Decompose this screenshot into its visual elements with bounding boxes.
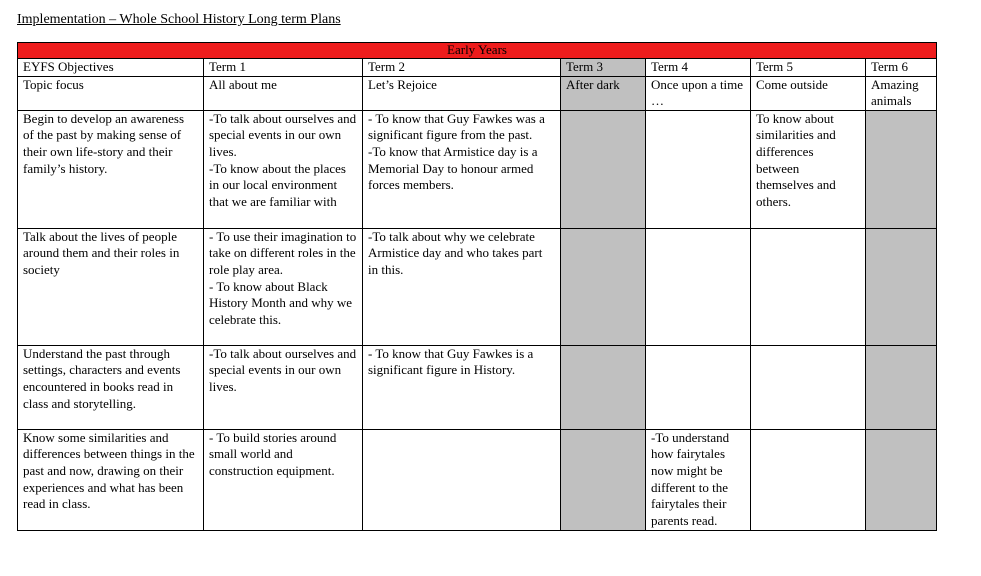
objective-cell: Talk about the lives of people around them and their roles in society: [18, 228, 204, 345]
term-3-cell: [561, 345, 646, 429]
topic-row: [18, 76, 937, 110]
objective-cell: Begin to develop an awareness of the past by making sense of their own life-story and their family’s history.: [18, 110, 204, 228]
term-5-cell: [751, 429, 866, 530]
table-row: [18, 345, 937, 429]
term-4-cell: -To understand how fairytales now might be different to the fairytales their parents read.: [646, 429, 751, 530]
topic-term-5: Come outside: [751, 76, 866, 110]
term-3-cell: [561, 110, 646, 228]
term-6-cell: [866, 429, 937, 530]
banner-row: [18, 43, 937, 59]
term-6-cell: [866, 345, 937, 429]
topic-term-4: Once upon a time …: [646, 76, 751, 110]
term-2-cell: - To know that Guy Fawkes was a significant figure from the past. -To know that Armistice day is a Memorial Day to honour armed forces members.: [363, 110, 561, 228]
term-3-cell: [561, 429, 646, 530]
term-1-cell: - To use their imagination to take on different roles in the role play area. - To know about Black History Month and why we celebrate this.: [204, 228, 363, 345]
term-2-header: Term 2: [363, 59, 561, 77]
topic-term-1: All about me: [204, 76, 363, 110]
term-5-cell: [751, 228, 866, 345]
term-4-header: Term 4: [646, 59, 751, 77]
term-1-cell: -To talk about ourselves and special events in our own lives. -To know about the places in our local environment that we are familiar with: [204, 110, 363, 228]
term-4-cell: [646, 110, 751, 228]
objective-cell: Know some similarities and differences between things in the past and now, drawing on their experiences and what has been read in class.: [18, 429, 204, 530]
term-6-header: Term 6: [866, 59, 937, 77]
term-6-cell: [866, 228, 937, 345]
term-5-header: Term 5: [751, 59, 866, 77]
term-5-cell: [751, 345, 866, 429]
term-4-cell: [646, 345, 751, 429]
header-row: [18, 59, 937, 77]
term-2-cell: - To know that Guy Fawkes is a significant figure in History.: [363, 345, 561, 429]
document-title: Implementation – Whole School History Long term Plans: [17, 12, 341, 27]
term-1-cell: -To talk about ourselves and special events in our own lives.: [204, 345, 363, 429]
objective-cell: Understand the past through settings, characters and events encountered in books read in class and storytelling.: [18, 345, 204, 429]
topic-label: Topic focus: [18, 76, 204, 110]
table-row: [18, 228, 937, 345]
term-1-cell: - To build stories around small world and construction equipment.: [204, 429, 363, 530]
term-2-cell: [363, 429, 561, 530]
term-6-cell: [866, 110, 937, 228]
table-row: [18, 429, 937, 530]
early-years-banner: Early Years: [18, 43, 937, 59]
topic-term-3: After dark: [561, 76, 646, 110]
term-5-cell: To know about similarities and differences between themselves and others.: [751, 110, 866, 228]
table-row: [18, 110, 937, 228]
term-4-cell: [646, 228, 751, 345]
history-plan-table: [17, 42, 937, 531]
topic-term-6: Amazing animals: [866, 76, 937, 110]
term-2-cell: -To talk about why we celebrate Armistice day and who takes part in this.: [363, 228, 561, 345]
topic-term-2: Let’s Rejoice: [363, 76, 561, 110]
term-3-cell: [561, 228, 646, 345]
term-3-header: Term 3: [561, 59, 646, 77]
term-1-header: Term 1: [204, 59, 363, 77]
objectives-header: EYFS Objectives: [18, 59, 204, 77]
